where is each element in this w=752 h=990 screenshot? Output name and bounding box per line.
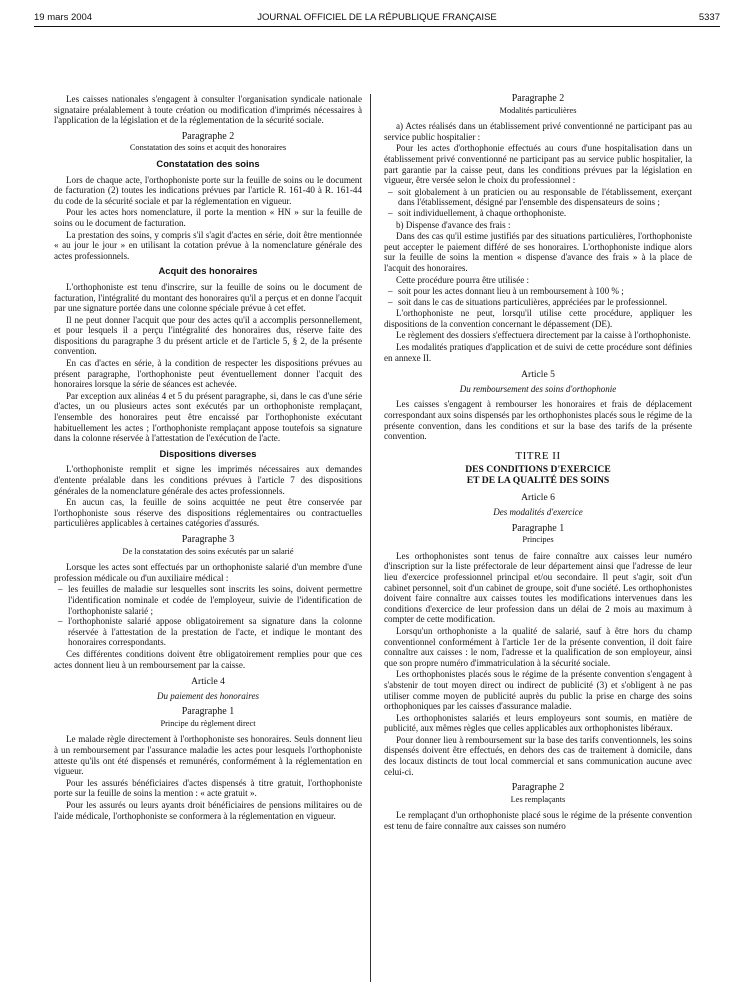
section-title: Paragraphe 2 xyxy=(511,93,565,104)
subsection-heading: Acquit des honoraires xyxy=(158,265,258,277)
body-paragraph: Les caisses s'engagent à rembourser les honoraires et frais de déplacement correspondant aux soins dispensés par les orthophonistes placés sous le régime de la présente convention, dans les conditions et sur la base des tarifs de la présente convention. xyxy=(384,399,692,442)
article-title: Article 4 xyxy=(191,676,225,688)
body-paragraph: Les orthophonistes placés sous le régime de la présente convention s'engagent à s'abstenir de tout moyen direct ou indirect de publicité (3) et s'obligent à ne pas utiliser comme moyen de publicité auprès du public la prise en charge des soins orthophoniques par les caisses d'assurance maladie. xyxy=(384,669,692,712)
list-item: – l'orthophoniste salarié appose obligatoirement sa signature dans la colonne réservée à l'attestation de la prestation de l'acte, et indique le montant des honoraires correspondants. xyxy=(54,616,362,648)
article-subtitle: Du paiement des honoraires xyxy=(157,690,259,701)
subsection-heading: Constatation des soins xyxy=(156,157,260,169)
body-paragraph: Par exception aux alinéas 4 et 5 du présent paragraphe, si, dans le cas d'une série d'actes, un ou plusieurs actes sont exécutés par un orthophoniste remplaçant, l'ensemble des honoraires peut être encaissé par l'orthophoniste exécutant habituellement les actes ; l'orthophoniste remplaçant appose toutefois sa signature dans la colonne réservée à l'attestation de l'exécution de l'acte. xyxy=(54,390,362,444)
titre-heading-line: DES CONDITIONS D'EXERCICE xyxy=(465,464,611,476)
titre-heading xyxy=(384,464,692,486)
section-subtitle: De la constatation des soins exécutés par un salarié xyxy=(122,546,294,556)
dash-list xyxy=(384,187,692,219)
section-title: Paragraphe 3 xyxy=(181,533,235,545)
list-item: – soit pour les actes donnant lieu à un remboursement à 100 % ; xyxy=(384,286,692,297)
header-date: 19 mars 2004 xyxy=(34,12,93,23)
body-paragraph: Pour donner lieu à remboursement sur la base des tarifs conventionnels, les soins dispensés doivent être effectués, en dehors des cas de traitement à domicile, dans des locaux distincts de tout local commercial et sans communication aucune avec celui-ci. xyxy=(384,734,692,777)
titre-label: TITRE II xyxy=(515,449,561,462)
body-paragraph: En aucun cas, la feuille de soins acquittée ne peut être conservée par l'orthophoniste sous réserve des dispositions réglementaires ou contractuelles particulières applicables à certaines catégories d'assurés. xyxy=(54,497,362,529)
section-title: Paragraphe 1 xyxy=(181,706,235,718)
section-title: Paragraphe 1 xyxy=(511,522,565,534)
page-header xyxy=(34,10,720,26)
dash-list xyxy=(384,286,692,307)
column-divider xyxy=(370,94,371,982)
body-paragraph: Pour les actes d'orthophonie effectués au cours d'une hospitalisation dans un établissement privé conventionné ne participant pas au service public hospitalier, la part garantie par la caisse peut, dans les conditions prévues par la législation en vigueur, être versée selon le choix du professionnel : xyxy=(384,143,692,186)
body-paragraph: Lorsqu'un orthophoniste a la qualité de salarié, sauf à être hors du champ conventionnel conformément à l'article 1er de la présente convention, il doit faire connaître aux caisses : le nom, l'adresse et la qualification de son employeur, ainsi que son propre numéro d'immatriculation à la sécurité sociale. xyxy=(384,625,692,668)
section-title: Paragraphe 2 xyxy=(181,130,235,142)
list-item: – soit dans le cas de situations particulières, appréciées par le professionnel. xyxy=(384,297,692,308)
body-paragraph: L'orthophoniste remplit et signe les imprimés nécessaires aux demandes d'entente préalable dans les conditions prévues à l'article 7 des dispositions générales de la nomenclature générale des actes professionnels. xyxy=(54,464,362,496)
article-title: Article 6 xyxy=(521,492,555,504)
article-title: Article 5 xyxy=(521,369,555,381)
subsection-heading: Dispositions diverses xyxy=(159,447,257,459)
body-paragraph: La prestation des soins, y compris s'il s'agit d'actes en série, doit être mentionnée « au jour le jour » en utilisant la cotation prévue à la nomenclature générale des actes professionnels. xyxy=(54,229,362,261)
body-paragraph: Dans des cas qu'il estime justifiés par des situations particulières, l'orthophoniste peut accepter le paiement différé de ses honoraires. L'orthophoniste indique alors sur la feuille de soins la mention « dispense d'avance des frais » à la place de l'acquit des honoraires. xyxy=(384,231,692,273)
body-paragraph: Le remplaçant d'un orthophoniste placé sous le régime de la présente convention est tenu de faire connaître aux caisses son numéro xyxy=(384,810,692,832)
body-paragraph: Pour les actes hors nomenclature, il porte la mention « HN » sur la feuille de soins ou le document de facturation. xyxy=(54,207,362,228)
body-paragraph: Lorsque les actes sont effectués par un orthophoniste salarié d'un membre d'une profession médicale ou d'un auxiliaire médical : xyxy=(54,562,362,583)
list-item: – les feuilles de maladie sur lesquelles sont inscrits les soins, doivent permettre l'identification nominale et codée de l'employeur, suivie de l'identification de l'orthophoniste salarié ; xyxy=(54,584,362,616)
body-paragraph: Le règlement des dossiers s'effectuera directement par la caisse à l'orthophoniste. xyxy=(396,330,691,341)
list-item: – soit globalement à un praticien ou au responsable de l'établissement, exerçant dans l'établissement, désigné par l'ensemble des dispensateurs de soins ; xyxy=(384,187,692,208)
body-paragraph: Pour les assurés ou leurs ayants droit bénéficiaires de pensions militaires ou de l'aide médicale, l'orthophoniste se conformera à la réglementation en vigueur. xyxy=(54,800,362,821)
titre-heading-line: ET DE LA QUALITÉ DES SOINS xyxy=(466,475,610,487)
section-subtitle: Principes xyxy=(522,535,554,545)
page-number: 5337 xyxy=(698,12,720,23)
body-paragraph: Les orthophonistes sont tenus de faire connaître aux caisses leur numéro d'inscription sur la liste préfectorale de leur département ainsi que l'adresse de leur lieu d'exercice professionnel principal et/ou secondaire. Il peut s'agir, soit d'un cabinet personnel, soit d'un cabinet de groupe, soit d'une société. Les orthophonistes doivent faire connaître aux caisses toutes les modifications intervenues dans les conditions d'exercice de leur profession dans un délai de 2 mois au maximum à compter de cette modification. xyxy=(384,550,692,625)
section-subtitle: Constatation des soins et acquit des honoraires xyxy=(129,143,287,153)
list-item: – soit individuellement, à chaque orthophoniste. xyxy=(384,208,692,219)
article-subtitle: Du remboursement des soins d'orthophonie xyxy=(459,383,617,394)
section-subtitle: Modalités particulières xyxy=(499,105,577,115)
body-paragraph: Ces différentes conditions doivent être obligatoirement remplies pour que ces actes donnent lieu à un remboursement par la caisse. xyxy=(54,648,362,670)
body-paragraph: Cette procédure pourra être utilisée : xyxy=(396,274,530,285)
body-paragraph: Le malade règle directement à l'orthophoniste ses honoraires. Seuls donnent lieu à un remboursement par l'assurance maladie les actes pour lesquels l'orthophoniste atteste qu'ils ont été dispensés et remunérés, conformément à la réglementation en vigueur. xyxy=(54,734,362,777)
clause-label: b) Dispense d'avance des frais : xyxy=(396,219,511,230)
body-paragraph: Les orthophonistes salariés et leurs employeurs sont soumis, en matière de publicité, aux mêmes règles que celles applicables aux orthophonistes libéraux. xyxy=(384,712,692,734)
right-column xyxy=(384,94,692,833)
section-subtitle: Les remplaçants xyxy=(510,794,566,804)
body-paragraph: Pour les assurés bénéficiaires d'actes dispensés à titre gratuit, l'orthophoniste porte sur la feuille de soins la mention : « acte gratuit ». xyxy=(54,777,362,799)
article-subtitle: Des modalités d'exercice xyxy=(493,507,583,517)
journal-title: JOURNAL OFFICIEL DE LA RÉPUBLIQUE FRANÇAISE xyxy=(257,12,497,23)
clause-label: a) Actes réalisés dans un établissement privé conventionné ne participant pas au service public hospitalier : xyxy=(384,121,692,142)
body-paragraph: En cas d'actes en série, à la condition de respecter les dispositions prévues au présent paragraphe, l'orthophoniste peut éventuellement donner l'acquit des honoraires lorsque la série de séances est achevée. xyxy=(54,358,362,390)
intro-paragraph: Les caisses nationales s'engagent à consulter l'organisation syndicale nationale signataire préalablement à toute création ou modification d'imprimés nécessaires à l'application de la législation et de la réglementation de la sécurité sociale. xyxy=(54,94,362,126)
dash-list xyxy=(54,584,362,648)
section-title: Paragraphe 2 xyxy=(511,782,565,794)
body-paragraph: Les modalités pratiques d'application et de suivi de cette procédure sont définies en annexe II. xyxy=(384,342,692,363)
left-column xyxy=(54,94,362,822)
body-paragraph: L'orthophoniste ne peut, lorsqu'il utilise cette procédure, appliquer les dispositions de la convention concernant le dépassement (DE). xyxy=(384,308,692,329)
body-paragraph: L'orthophoniste est tenu d'inscrire, sur la feuille de soins ou le document de facturation, l'intégralité du montant des honoraires qu'il a perçus et en donne l'acquit par une signature portée dans une colonne spéciale prévue à cet effet. xyxy=(54,281,362,314)
body-paragraph: Lors de chaque acte, l'orthophoniste porte sur la feuille de soins ou le document de facturation (2) toutes les indications prévues par l'article R. 161-40 à R. 161-44 du code de la sécurité sociale et par la réglementation en vigueur. xyxy=(54,174,362,206)
header-rule xyxy=(34,26,720,27)
section-subtitle: Principe du règlement direct xyxy=(160,718,256,728)
body-paragraph: Il ne peut donner l'acquit que pour des actes qu'il a accomplis personnellement, et pour lesquels il a perçu l'intégralité des honoraires dus, réserve faite des dispositions du paragraphe 3 du présent article et de l'article 5, § 2, de la présente convention. xyxy=(54,314,362,357)
